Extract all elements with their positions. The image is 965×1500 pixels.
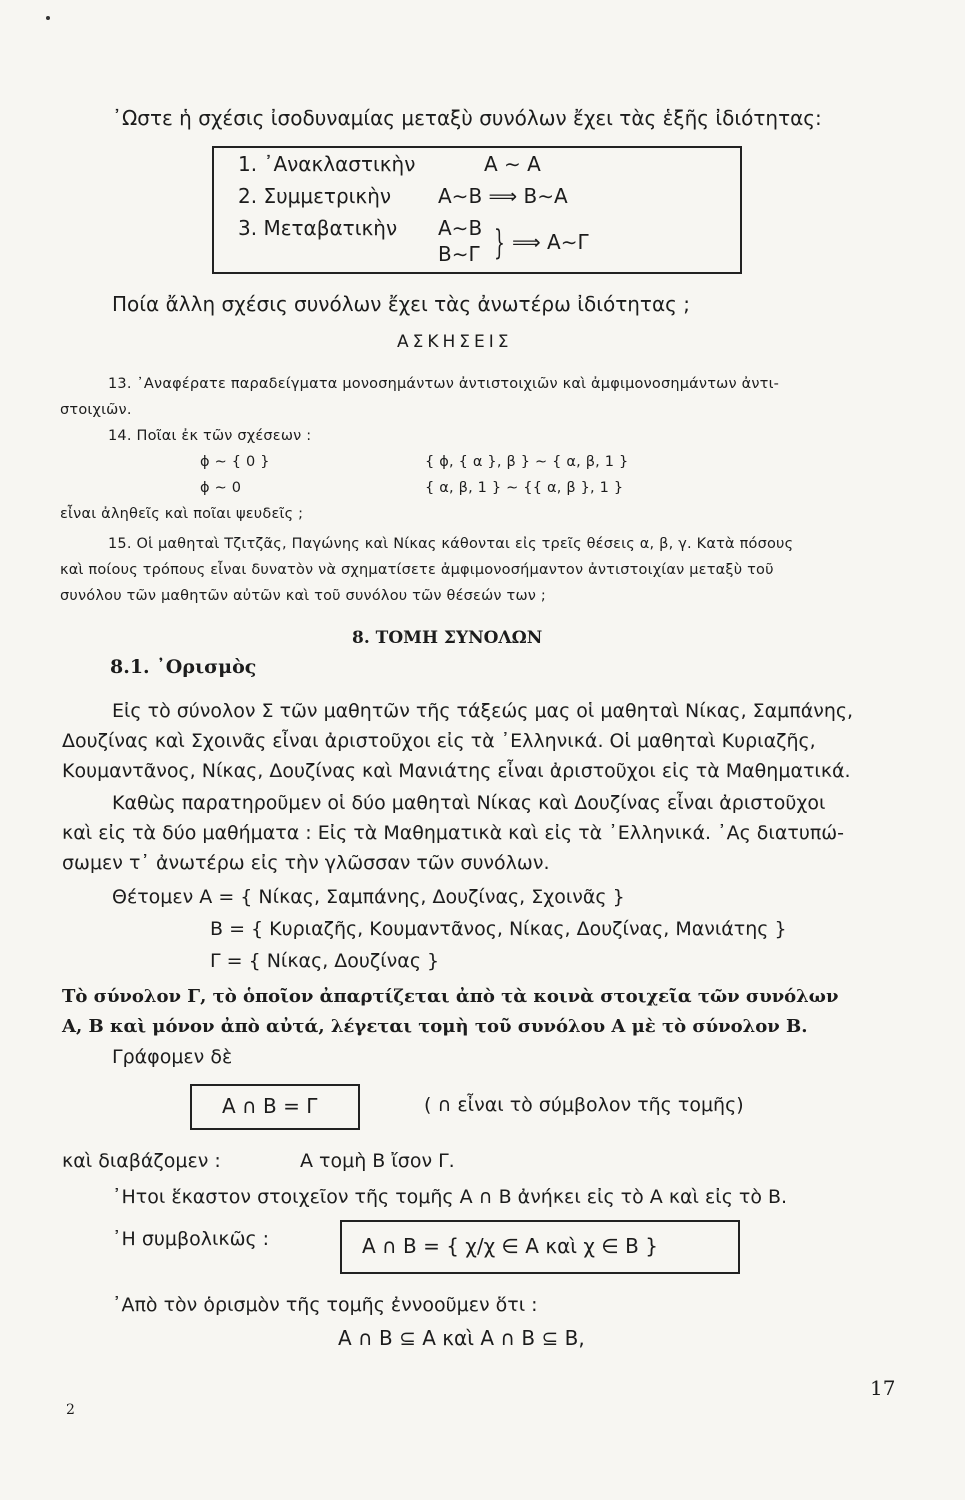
exercise-13-line-2: στοιχιῶν. (60, 402, 132, 418)
property-3-premise-2: B∼Γ (438, 242, 480, 266)
property-3-label: 3. Μεταβατικὴν (238, 216, 398, 240)
exercise-14-intro: 14. Ποῖαι ἐκ τῶν σχέσεων : (108, 428, 312, 444)
symbolic-formula-box (340, 1220, 740, 1274)
set-g-definition: Γ = { Νίκας, Δουζίνας } (210, 950, 440, 972)
set-a-definition: Θέτομεν A = { Νίκας, Σαμπάνης, Δουζίνας, Σχοινᾶς } (112, 886, 625, 908)
question-text: Ποία ἄλλη σχέσις συνόλων ἔχει τὰς ἀνωτέρω ἰδιότητας ; (112, 292, 690, 316)
signature-mark: 2 (66, 1402, 75, 1418)
property-1-formula: A ∼ A (484, 152, 541, 176)
definition-line-2: A, B καὶ μόνον ἀπὸ αὐτά, λέγεται τομὴ τοῦ συνόλου A μὲ τὸ σύνολον B. (62, 1016, 808, 1037)
conclusion-intro: ᾿Απὸ τὸν ὁρισμὸν τῆς τομῆς ἐννοοῦμεν ὅτι : (112, 1294, 538, 1316)
property-2-label: 2. Συμμετρικὴν (238, 184, 392, 208)
formula-box (190, 1084, 360, 1130)
paragraph-2-line-1: Καθὼς παρατηροῦμεν οἱ δύο μαθηταὶ Νίκας καὶ Δουζίνας εἶναι ἀριστοῦχοι (112, 792, 826, 814)
element-line: ᾽Ητοι ἕκαστον στοιχεῖον τῆς τομῆς A ∩ B ἀνήκει εἰς τὸ A καὶ εἰς τὸ B. (112, 1186, 788, 1208)
property-3-premise-1: A∼B (438, 216, 483, 240)
definition-line-1: Τὸ σύνολον Γ, τὸ ὁποῖον ἀπαρτίζεται ἀπὸ τὰ κοινὰ στοιχεῖα τῶν συνόλων (62, 986, 839, 1007)
property-1-label: 1. ᾿Ανακλαστικὴν (238, 152, 416, 176)
formula-box-text: A ∩ B = Γ (222, 1094, 318, 1118)
page-speck (46, 16, 50, 20)
exercise-15-line-2: καὶ ποίους τρόπους εἶναι δυνατὸν νὰ σχηματίσετε ἀμφιμονοσήμαντον ἀντιστοιχίαν μεταξὺ τοῦ (60, 562, 774, 578)
intro-text: ᾿Ωστε ἡ σχέσις ἰσοδυναμίας μεταξὺ συνόλων ἔχει τὰς ἑξῆς ἰδιότητας: (112, 106, 822, 130)
paragraph-1-line-1: Εἰς τὸ σύνολον Σ τῶν μαθητῶν τῆς τάξεώς μας οἱ μαθηταὶ Νίκας, Σαμπάνης, (112, 700, 854, 722)
exercise-15-line-1: 15. Οἱ μαθηταὶ Τζιτζᾶς, Παγώνης καὶ Νίκας κάθονται εἰς τρεῖς θέσεις α, β, γ. Κατὰ πόσους (108, 536, 794, 552)
subsection-title: 8.1. ᾿Ορισμὸς (110, 656, 257, 678)
exercise-14-relation-1b: { ϕ, { α }, β } ∼ { α, β, 1 } (425, 454, 629, 470)
section-title: 8. ΤΟΜΗ ΣΥΝΟΛΩΝ (352, 628, 543, 648)
exercise-14-relation-2b: { α, β, 1 } ∼ {{ α, β }, 1 } (425, 480, 624, 496)
conclusion-formula: A ∩ B ⊆ A καὶ A ∩ B ⊆ B, (338, 1326, 585, 1350)
exercise-15-line-3: συνόλου τῶν μαθητῶν αὐτῶν καὶ τοῦ συνόλου τῶν θέσεών των ; (60, 588, 546, 604)
exercise-14-end: εἶναι ἀληθεῖς καὶ ποῖαι ψευδεῖς ; (60, 506, 304, 522)
exercises-heading: ΑΣΚΗΣΕΙΣ (397, 332, 513, 352)
symbolic-label: ᾽Η συμβολικῶς : (112, 1228, 270, 1250)
exercise-14-relation-2a: ϕ ∼ 0 (200, 480, 242, 496)
read-text: A τομὴ B ἴσον Γ. (300, 1150, 455, 1172)
set-b-definition: B = { Κυριαζῆς, Κουμαντᾶνος, Νίκας, Δουζίνας, Μανιάτης } (210, 918, 787, 940)
read-label: καὶ διαβάζομεν : (62, 1150, 221, 1172)
page-number: 17 (870, 1376, 896, 1400)
paragraph-1-line-3: Κουμαντᾶνος, Νίκας, Δουζίνας καὶ Μανιάτης εἶναι ἀριστοῦχοι εἰς τὰ Μαθηματικά. (62, 760, 851, 782)
property-2-formula: A∼B ⟹ B∼A (438, 184, 568, 208)
formula-note: ( ∩ εἶναι τὸ σύμβολον τῆς τομῆς) (424, 1094, 744, 1116)
property-3-conclusion: ⟹ A∼Γ (512, 230, 589, 254)
exercise-13-line-1: 13. ᾿Αναφέρατε παραδείγματα μονοσημάντων ἀντιστοιχιῶν καὶ ἀμφιμονοσημάντων ἀντι- (108, 376, 780, 392)
write-text: Γράφομεν δὲ (112, 1046, 233, 1068)
paragraph-2-line-2: καὶ εἰς τὰ δύο μαθήματα : Εἰς τὰ Μαθηματικὰ καὶ εἰς τὰ ᾿Ελληνικά. ᾽Ας διατυπώ- (62, 822, 845, 844)
symbolic-formula-text: A ∩ B = { χ/χ ∈ A καὶ χ ∈ B } (362, 1234, 658, 1258)
properties-box (212, 146, 742, 274)
paragraph-1-line-2: Δουζίνας καὶ Σχοινᾶς εἶναι ἀριστοῦχοι εἰς τὰ ᾿Ελληνικά. Οἱ μαθηταὶ Κυριαζῆς, (62, 730, 816, 752)
exercise-14-relation-1a: ϕ ∼ { 0 } (200, 454, 270, 470)
property-3-brace: } (494, 223, 505, 263)
paragraph-2-line-3: σωμεν τ᾿ ἀνωτέρω εἰς τὴν γλῶσσαν τῶν συνόλων. (62, 852, 550, 874)
